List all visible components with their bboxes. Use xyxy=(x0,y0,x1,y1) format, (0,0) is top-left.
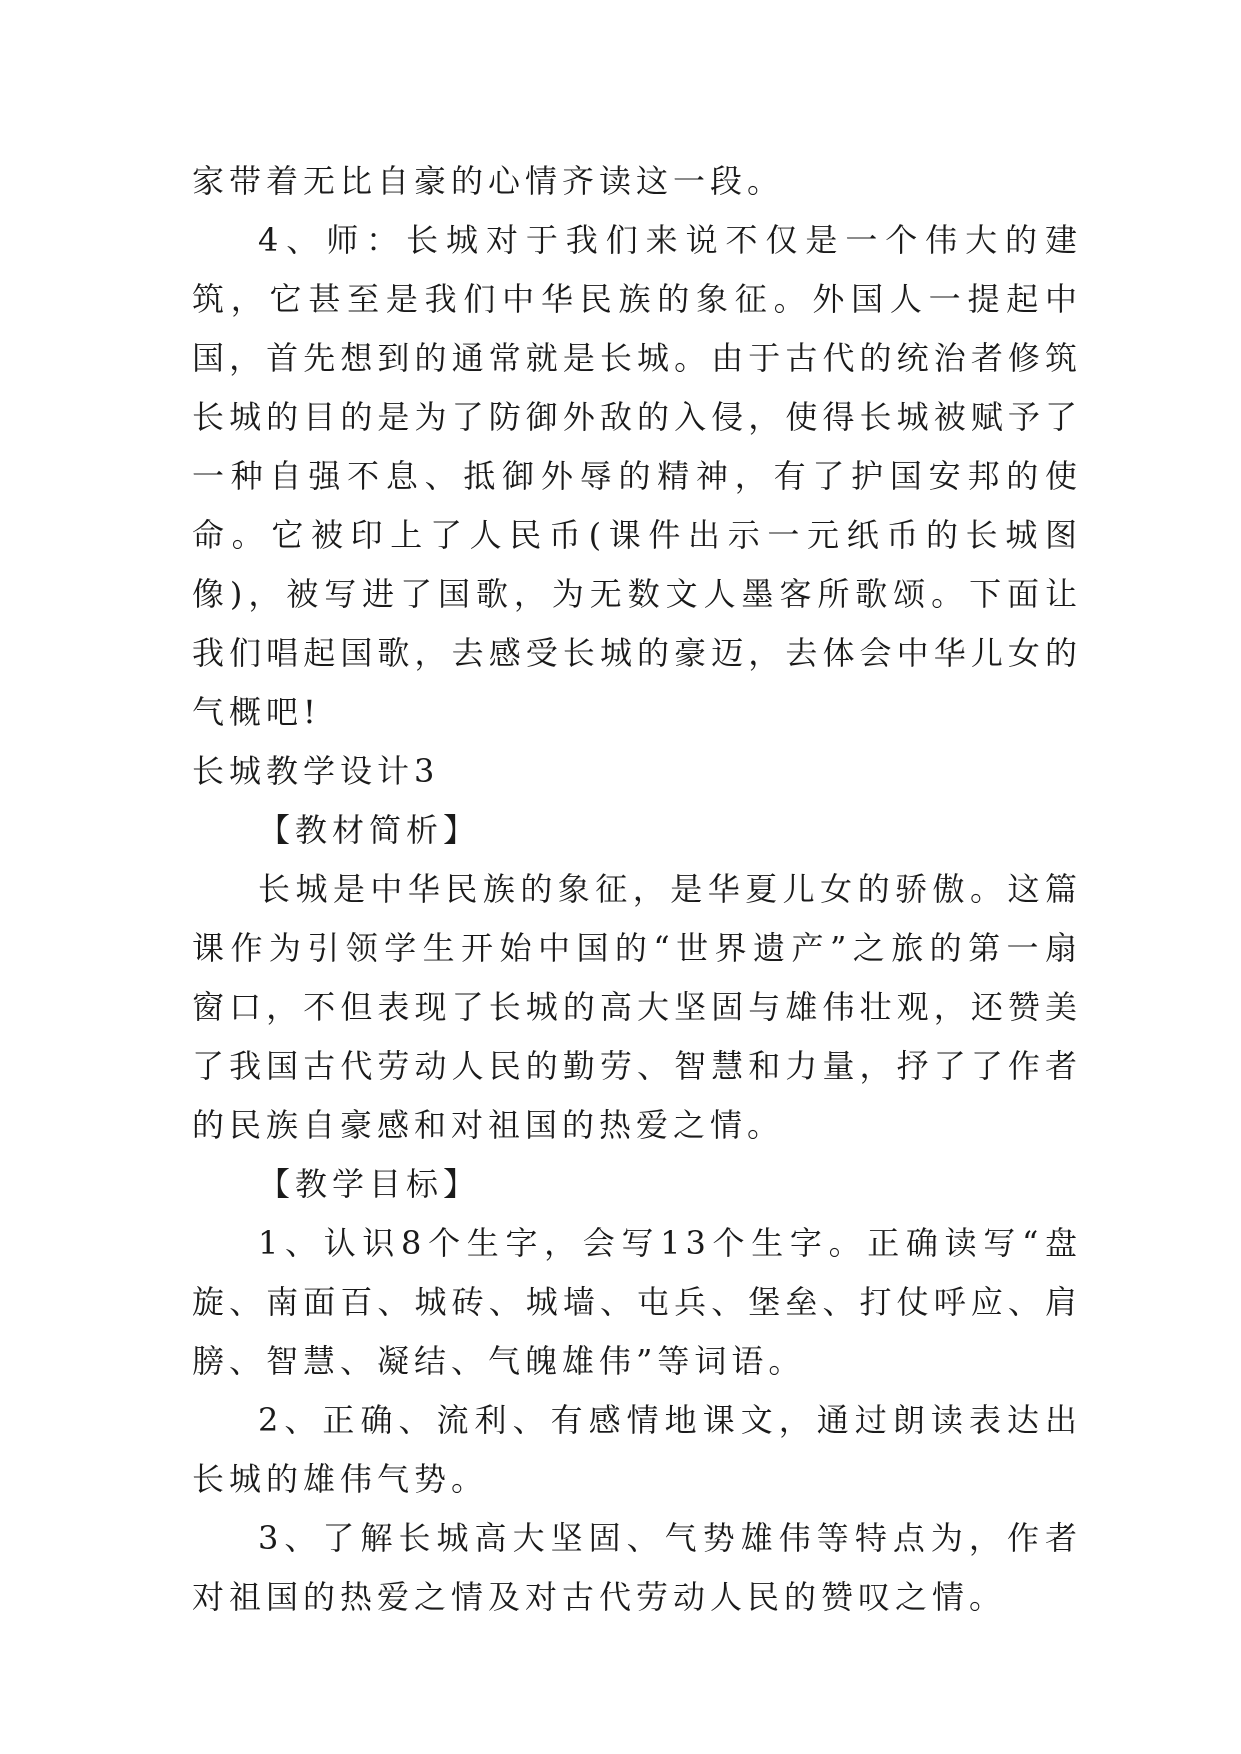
goal-item-1: 1、认识8个生字，会写13个生字。正确读写“盘旋、南面百、城砖、城墙、屯兵、堡垒、打仗呼应、肩膀、智慧、凝结、气魄雄伟”等词语。 xyxy=(192,1224,1082,1380)
subheading-textbook-analysis: 【教材简析】 xyxy=(258,811,481,849)
goal-item-2: 2、正确、流利、有感情地课文，通过朗读表达出长城的雄伟气势。 xyxy=(192,1401,1082,1498)
goal-item-3: 3、了解长城高大坚固、气势雄伟等特点为，作者对祖国的热爱之情及对古代劳动人民的赞叹之情。 xyxy=(192,1519,1082,1616)
section-heading: 长城教学设计3 xyxy=(192,752,440,790)
document-body xyxy=(192,152,1082,1627)
paragraph-textbook-analysis: 长城是中华民族的象征，是华夏儿女的骄傲。这篇课作为引领学生开始中国的“世界遗产”之旅的第一扇窗口，不但表现了长城的高大坚固与雄伟壮观，还赞美了我国古代劳动人民的勤劳、智慧和力量，抒了了作者的民族自豪感和对祖国的热爱之情。 xyxy=(192,870,1082,1144)
paragraph-teacher-remark: 4、师：长城对于我们来说不仅是一个伟大的建筑，它甚至是我们中华民族的象征。外国人一提起中国，首先想到的通常就是长城。由于古代的统治者修筑长城的目的是为了防御外敌的入侵，使得长城被赋予了一种自强不息、抵御外辱的精神，有了护国安邦的使命。它被印上了人民币(课件出示一元纸币的长城图像)，被写进了国歌，为无数文人墨客所歌颂。下面让我们唱起国歌，去感受长城的豪迈，去体会中华儿女的气概吧! xyxy=(192,221,1082,731)
paragraph-continuation: 家带着无比自豪的心情齐读这一段。 xyxy=(192,162,785,200)
subheading-teaching-goals: 【教学目标】 xyxy=(258,1165,481,1203)
